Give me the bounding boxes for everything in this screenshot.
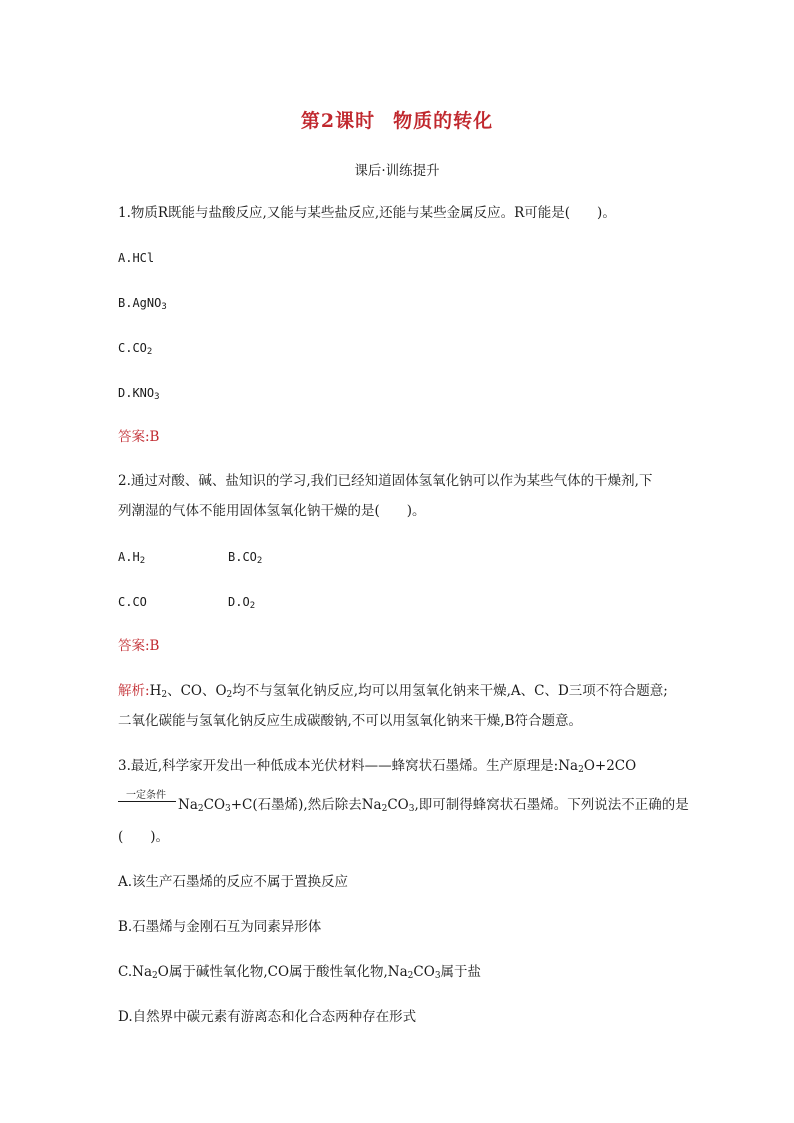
subscript: 2: [152, 971, 158, 981]
question-3-option-a: A.该生产石墨烯的反应不属于置换反应: [118, 874, 349, 890]
subscript: 3: [225, 804, 231, 814]
reaction-condition-arrow: [118, 786, 178, 808]
option-text: D.KNO: [118, 386, 155, 400]
analysis-label: 解析:: [118, 683, 150, 699]
option-text: C.CO: [118, 341, 147, 355]
question-2-option-b: [228, 548, 262, 566]
question-3-stem-line-3: ( )。: [118, 829, 170, 845]
option-text: O属于碱性氧化物,CO属于酸性氧化物,Na: [157, 964, 408, 980]
question-3-option-d: D.自然界中碳元素有游离态和化合态两种存在形式: [118, 1009, 417, 1025]
subscript: 2: [161, 690, 168, 700]
question-1-option-c: [118, 339, 152, 357]
question-1-option-a: A.HCl: [118, 251, 155, 265]
reaction-condition-label: 一定条件: [126, 790, 166, 801]
subscript: 2: [139, 556, 146, 566]
question-1-stem: 1.物质R既能与盐酸反应,又能与某些盐反应,还能与某些金属反应。R可能是( )。: [118, 205, 616, 221]
question-2-analysis-line-1: [118, 682, 668, 700]
question-2-option-c: C.CO: [118, 595, 147, 609]
option-text: C.Na: [118, 964, 153, 980]
section-subtitle: 课后·训练提升: [354, 163, 440, 179]
question-1-option-d: [118, 384, 160, 402]
stem-text: CO: [203, 797, 226, 813]
question-2-stem-line-2: 列潮湿的气体不能用固体氢氧化钠干燥的是( )。: [118, 503, 426, 519]
lesson-number: 第2课时: [300, 110, 376, 132]
subscript: 3: [161, 302, 167, 312]
question-2-option-a: [118, 550, 145, 564]
stem-text: O+2CO: [583, 758, 637, 774]
question-2-answer: 答案:B: [118, 638, 160, 654]
subscript: 3: [154, 392, 160, 402]
option-text: 属于盐: [440, 964, 482, 980]
subscript: 2: [256, 556, 263, 566]
stem-text: ,即可制得蜂窝状石墨烯。下列说法不正确的是: [414, 797, 689, 813]
page-title: [0, 106, 794, 133]
subscript: 2: [407, 971, 414, 981]
reaction-equals-bar: [118, 801, 176, 802]
question-2-stem-line-1: 2.通过对酸、碱、盐知识的学习,我们已经知道固体氢氧化钠可以作为某些气体的干燥剂,下: [118, 473, 653, 489]
subscript: 2: [249, 601, 256, 611]
stem-text: Na: [178, 797, 198, 813]
question-2-options-row-2: [118, 593, 256, 611]
option-text: B.AgNO: [118, 296, 162, 310]
subscript: 3: [434, 971, 441, 981]
option-text: CO: [413, 964, 435, 980]
option-text: D.O: [228, 595, 250, 609]
stem-text: 3.最近,科学家开发出一种低成本光伏材料——蜂窝状石墨烯。生产原理是:Na: [118, 758, 579, 774]
question-2-option-d: [228, 593, 255, 611]
lesson-topic: 物质的转化: [393, 110, 494, 132]
subscript: 2: [381, 804, 388, 814]
question-3-stem-line-2: [178, 796, 689, 814]
subscript: 3: [408, 804, 415, 814]
question-1-answer: 答案:B: [118, 429, 160, 445]
subscript: 2: [146, 347, 153, 357]
question-2-analysis-line-2: 二氧化碳能与氢氧化钠反应生成碳酸钠,不可以用氢氧化钠来干燥,B符合题意。: [118, 713, 583, 729]
analysis-text: 均不与氢氧化钠反应,均可以用氢氧化钠来干燥,A、C、D三项不符合题意;: [232, 683, 668, 699]
subscript: 2: [578, 765, 584, 775]
stem-text: +C(石墨烯),然后除去Na: [230, 797, 382, 813]
option-text: A.H: [118, 550, 140, 564]
analysis-text: H: [149, 683, 162, 699]
analysis-text: 、CO、O: [167, 683, 227, 699]
subscript: 2: [197, 804, 204, 814]
question-2-options-row-1: [118, 548, 263, 566]
question-3-option-c: [118, 963, 481, 981]
question-1-option-b: [118, 294, 167, 312]
stem-text: CO: [387, 797, 409, 813]
question-3-stem-line-1: [118, 757, 636, 775]
option-text: B.CO: [228, 550, 257, 564]
subscript: 2: [226, 690, 233, 700]
question-3-option-b: B.石墨烯与金刚石互为同素异形体: [118, 919, 322, 935]
